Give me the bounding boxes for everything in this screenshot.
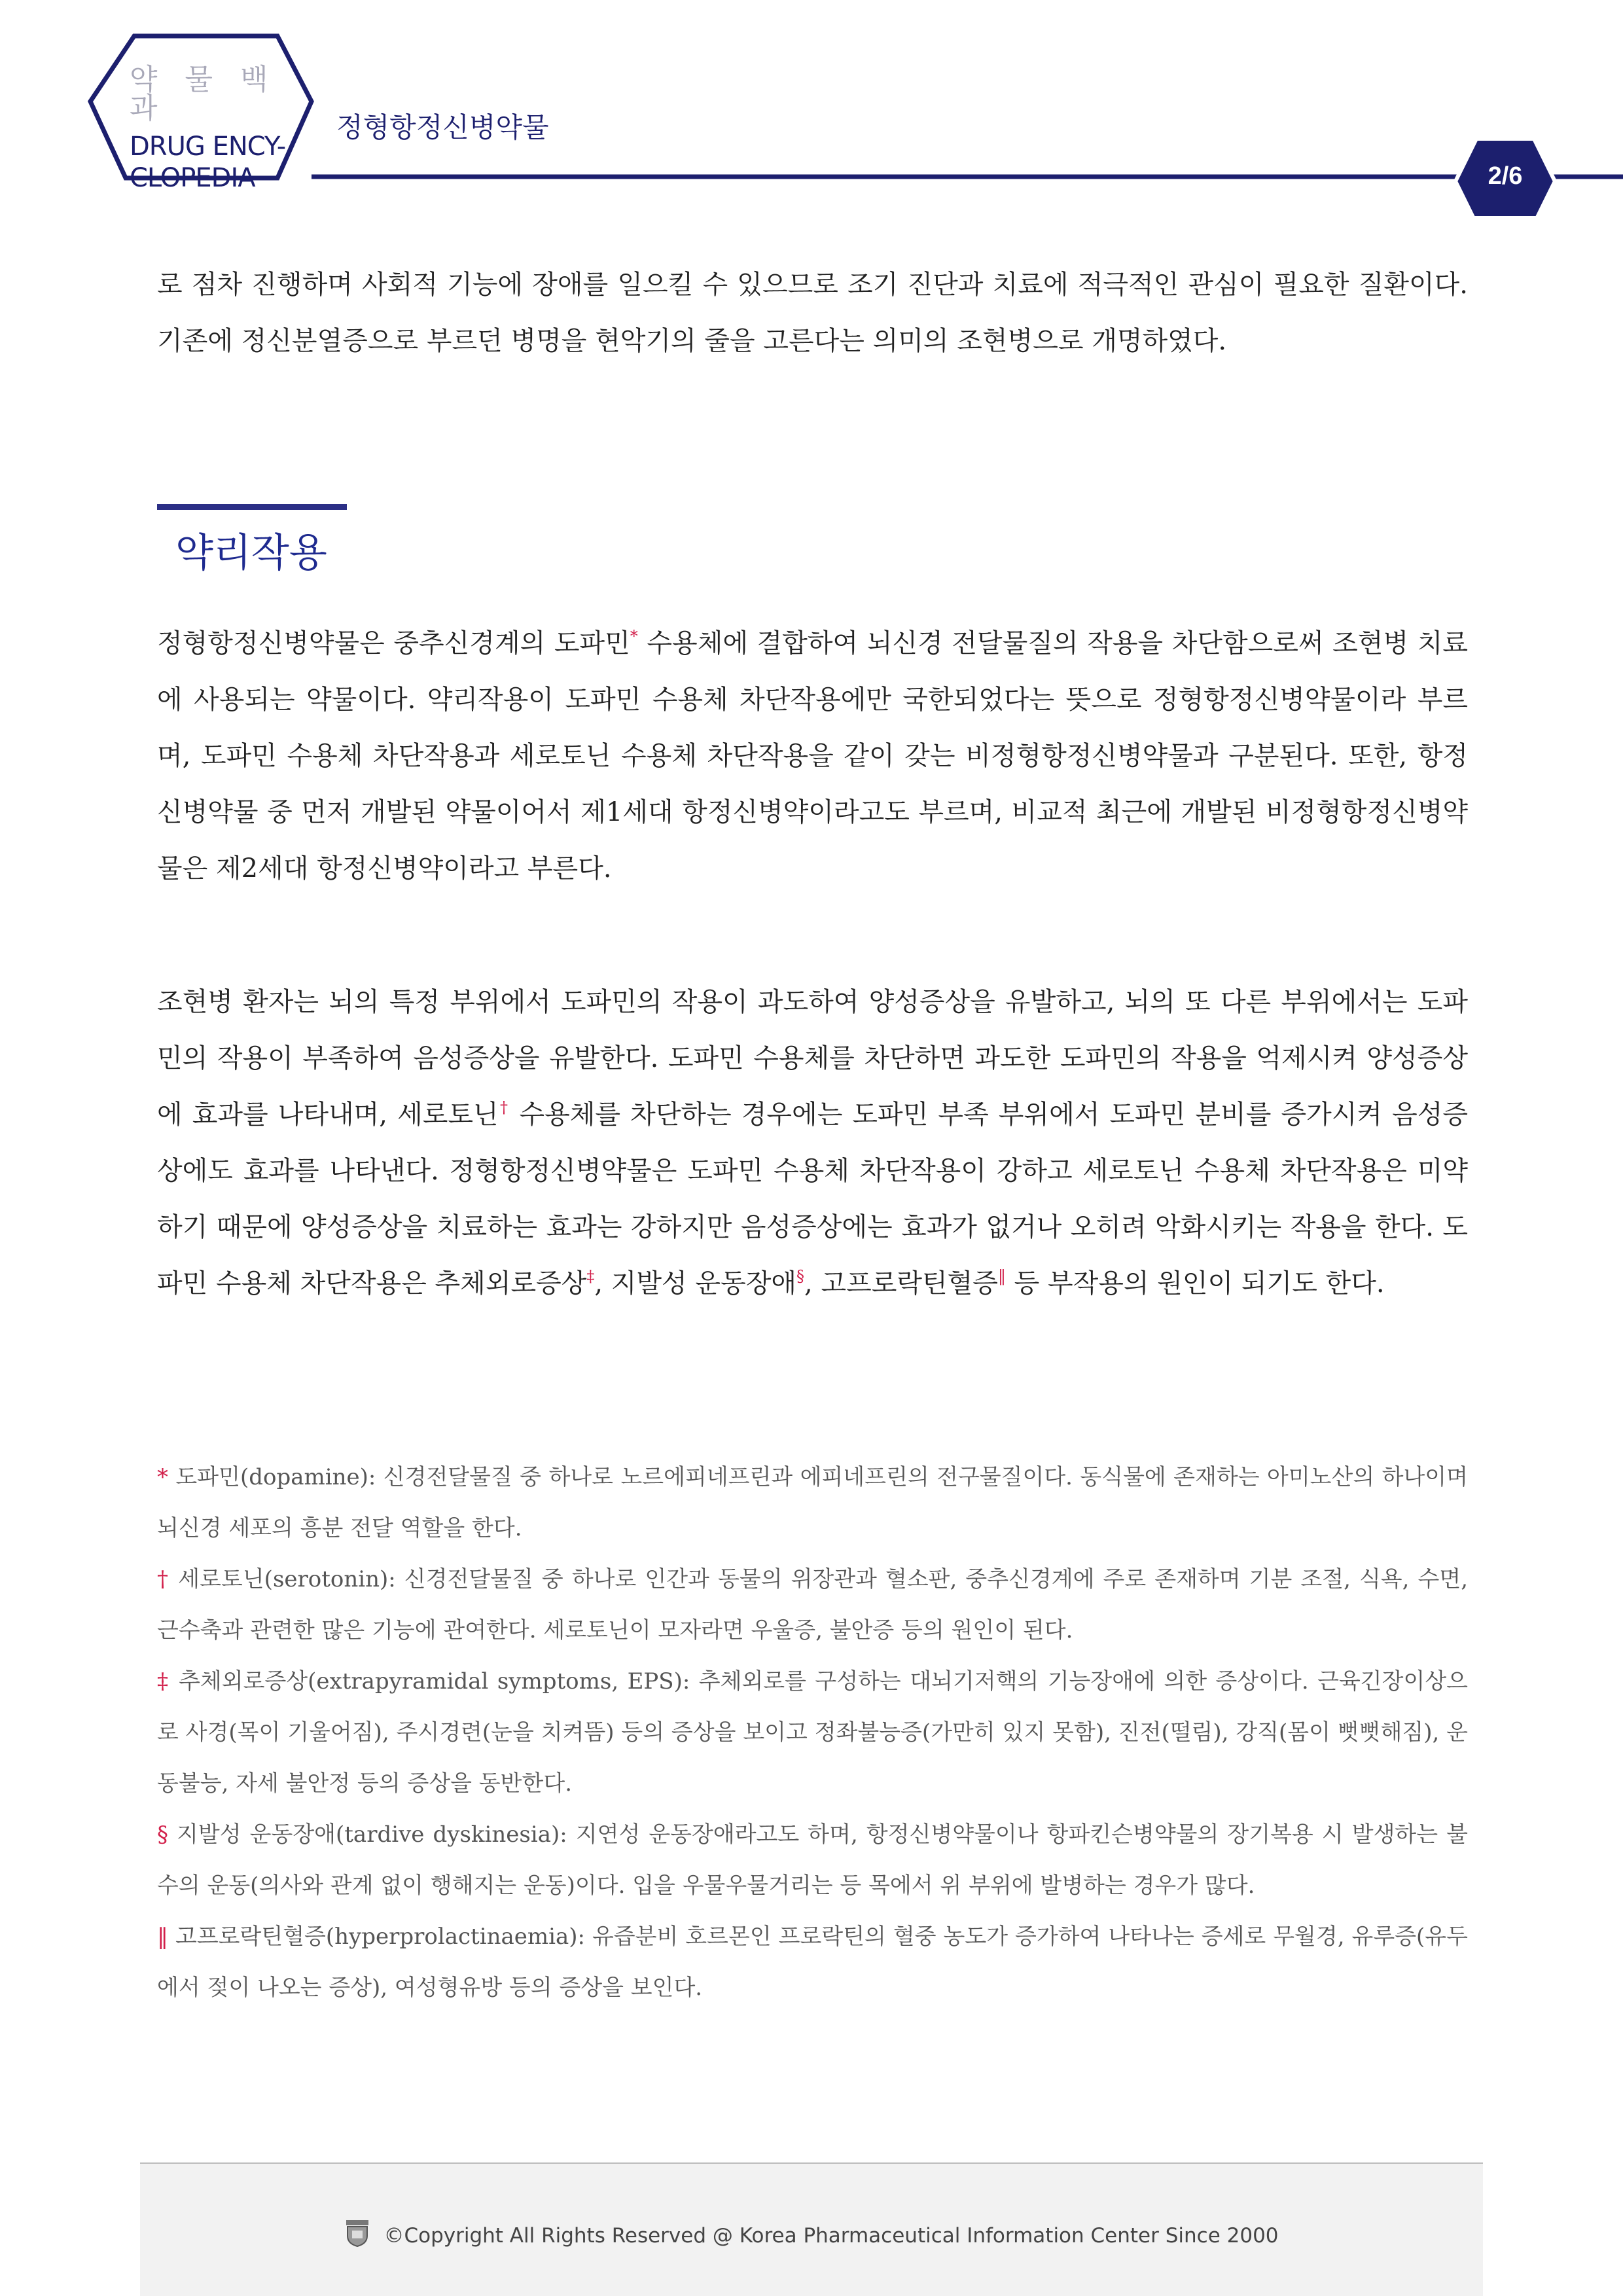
footnote-text: 도파민(dopamine): 신경전달물질 중 하나로 노르에피네프린과 에피네프린의 전구물질이다. 동식물에 존재하는 아미노산의 하나이며 뇌신경 세포의 흥분 전달 역할을 한다. — [157, 1464, 1468, 1541]
paragraph-mechanism-1 — [157, 615, 1468, 897]
section-accent-bar — [157, 504, 347, 510]
footnote-mark: * — [157, 1464, 168, 1490]
footnote-ref-tardive[interactable]: § — [796, 1267, 805, 1285]
p2-text-a: 조현병 환자는 뇌의 특정 부위에서 도파민의 작용이 과도하여 양성증상을 유발하고, 뇌의 또 다른 부위에서는 도파민의 작용이 부족하여 음성증상을 유발한다. 도파민 수용체를 차단하면 과도한 도파민의 작용을 억제시켜 양성증상에 효과를 나타내며, 세로토닌 — [157, 987, 1468, 1130]
logo-english-line-1: DRUG ENCY- — [130, 132, 286, 162]
page-header — [0, 0, 1623, 216]
footnote-text: 세로토닌(serotonin): 신경전달물질 중 하나로 인간과 동물의 위장관과 혈소판, 중추신경계에 주로 존재하며 기분 조절, 식욕, 수면, 근수축과 관련한 많은 기능에 관여한다. 세로토닌이 모자라면 우울증, 불안증 등의 원인이 된다. — [157, 1566, 1468, 1643]
footnote-ref-hyperprolactin[interactable]: ‖ — [997, 1267, 1006, 1285]
logo-korean: 약 물 백 과 — [130, 63, 277, 125]
footnote-mark: § — [157, 1821, 168, 1848]
footnote-item — [157, 1656, 1468, 1809]
footnote-text: 고프로락틴혈증(hyperprolactinaemia): 유즙분비 호르몬인 프로락틴의 혈중 농도가 증가하여 나타나는 증세로 무월경, 유루증(유두에서 젖이 나오는 증상), 여성형유방 등의 증상을 보인다. — [157, 1924, 1468, 2001]
footnotes — [157, 1452, 1468, 2013]
logo — [130, 65, 306, 194]
footer-divider — [140, 2162, 1483, 2164]
p2-text-c: , 지발성 운동장애 — [594, 1268, 797, 1299]
footnote-mark: ‡ — [157, 1668, 170, 1695]
section-title: 약리작용 — [175, 530, 327, 576]
section-heading — [157, 504, 347, 578]
footnote-item — [157, 1452, 1468, 1554]
copyright-text: ©Copyright All Rights Reserved @ Korea Pharmaceutical Information Center Since 2000 — [383, 2224, 1279, 2248]
footnote-item — [157, 1809, 1468, 1911]
p2-text-d: , 고프로락틴혈증 — [804, 1268, 998, 1299]
footer-content — [140, 2219, 1483, 2253]
footnote-ref-eps[interactable]: ‡ — [586, 1267, 595, 1285]
paragraph-mechanism-2 — [157, 974, 1468, 1312]
footnote-item — [157, 1554, 1468, 1656]
footnote-text: 추체외로증상(extrapyramidal symptoms, EPS): 추체외로를 구성하는 대뇌기저핵의 기능장애에 의한 증상이다. 근육긴장이상으로 사경(목이 기울어짐), 주시경련(눈을 치켜뜸) 등의 증상을 보이고 정좌불능증(가만히 있지 못함), 진전(떨림), 강직(몸이 뻣뻣해짐), 운동불능, 자세 불안정 등의 증상을 동반한다. — [157, 1668, 1469, 1797]
crest-icon — [344, 2219, 370, 2253]
footnote-mark: ‖ — [157, 1924, 168, 1950]
page-footer — [140, 2162, 1483, 2296]
footnote-item — [157, 1911, 1468, 2013]
footnote-ref-serotonin[interactable]: † — [498, 1098, 510, 1117]
page-number: 2/6 — [1488, 162, 1523, 190]
p2-text-e: 등 부작용의 원인이 되기도 한다. — [1005, 1268, 1385, 1299]
p1-text-a: 정형항정신병약물은 중추신경계의 도파민 — [157, 628, 630, 658]
logo-english-line-2: CLOPEDIA — [130, 163, 255, 193]
intro-paragraph: 로 점차 진행하며 사회적 기능에 장애를 일으킬 수 있으므로 조기 진단과 치료에 적극적인 관심이 필요한 질환이다. 기존에 정신분열증으로 부르던 병명을 현악기의 줄을 고른다는 의미의 조현병으로 개명하였다. — [157, 270, 1468, 356]
footnote-text: 지발성 운동장애(tardive dyskinesia): 지연성 운동장애라고도 하며, 항정신병약물이나 항파킨슨병약물의 장기복용 시 발생하는 불수의 운동(의사와 관계 없이 행해지는 운동)이다. 입을 우물우물거리는 등 목에서 위 부위에 발병하는 경우가 많다. — [157, 1821, 1468, 1899]
footnote-ref-dopamine[interactable]: * — [630, 627, 638, 645]
p1-text-b: 수용체에 결합하여 뇌신경 전달물질의 작용을 차단함으로써 조현병 치료에 사용되는 약물이다. 약리작용이 도파민 수용체 차단작용에만 국한되었다는 뜻으로 정형항정신병약물이라 부르며, 도파민 수용체 차단작용과 세로토닌 수용체 차단작용을 같이 갖는 비정형항정신병약물과 구분된다. 또한, 항정신병약물 중 먼저 개발된 약물이어서 제1세대 항정신병약이라고도 부르며, 비교적 최근에 개발된 비정형항정신병약물은 제2세대 항정신병약이라고 부른다. — [157, 628, 1468, 884]
footnote-mark: † — [157, 1566, 170, 1592]
p2-text-b: 수용체를 차단하는 경우에는 도파민 부족 부위에서 도파민 분비를 증가시켜 음성증상에도 효과를 나타낸다. 정형항정신병약물은 도파민 수용체 차단작용이 강하고 세로토닌 수용체 차단작용은 미약하기 때문에 양성증상을 치료하는 효과는 강하지만 음성증상에는 효과가 없거나 오히려 악화시키는 작용을 한다. 도파민 수용체 차단작용은 추체외로증상 — [157, 1100, 1469, 1299]
header-title: 정형항정신병약물 — [336, 111, 549, 143]
